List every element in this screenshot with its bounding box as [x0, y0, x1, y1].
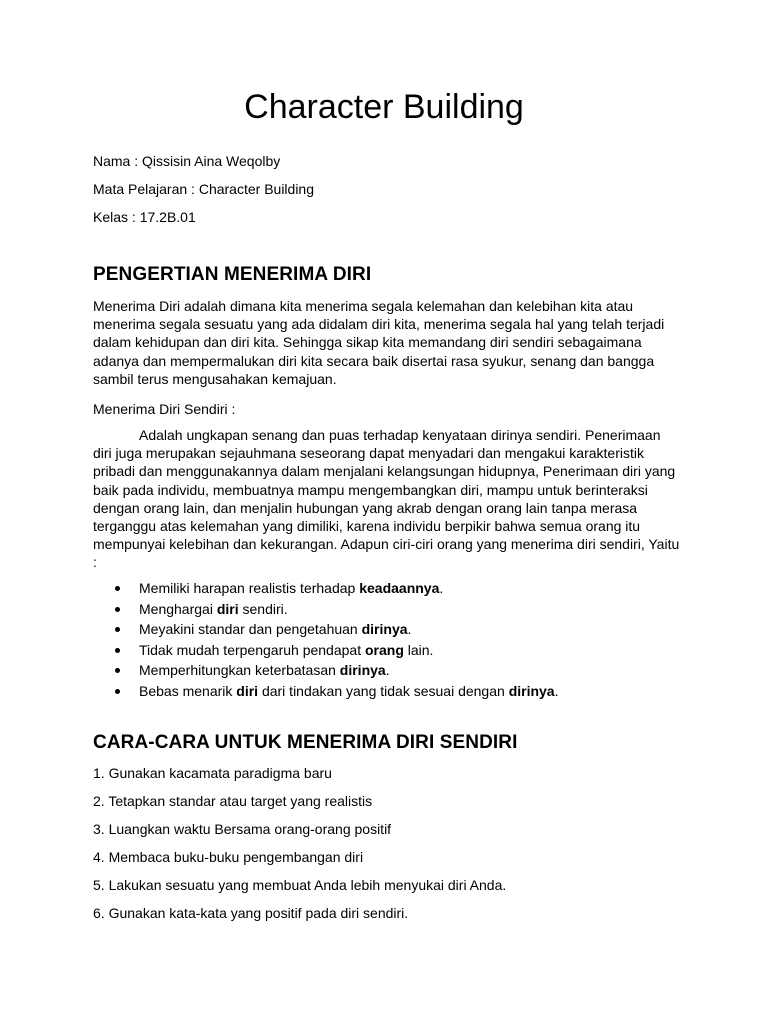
bullet-icon: [115, 627, 120, 632]
section-heading-cara-cara: CARA-CARA UNTUK MENERIMA DIRI SENDIRI: [93, 732, 518, 753]
indented-paragraph: Adalah ungkapan senang dan puas terhadap kenyataan dirinya sendiri. Penerimaan diri juga merupakan sejauhmana seseorang dapat menyadari dan mengakui karakteristik pribadi dan menggunakannya dalam menjalani kelangsungan hidupnya, Penerimaan diri yang baik pada individu, membuatnya mampu mengembangkan diri, mampu untuk berinteraksi dengan orang lain, dan menjalin hubungan yang akrab dengan orang lain tanpa merasa terganggu atas kelemahan yang dimiliki, karena individu berpikir bahwa semua orang itu mempunyai kelebihan dan kekurangan. Adapun ciri-ciri orang yang menerima diri sendiri, Yaitu :: [93, 427, 680, 571]
class-line: Kelas : 17.2B.01: [93, 209, 196, 225]
list-item: Bebas menarik diri dari tindakan yang tidak sesuai dengan dirinya.: [93, 681, 558, 702]
subheading-menerima-diri-sendiri: Menerima Diri Sendiri :: [93, 401, 236, 417]
list-item: Memiliki harapan realistis terhadap keadaannya.: [93, 578, 558, 599]
list-item: 1. Gunakan kacamata paradigma baru: [93, 765, 332, 781]
list-item: 2. Tetapkan standar atau target yang realistis: [93, 793, 373, 809]
list-item: Menghargai diri sendiri.: [93, 599, 558, 620]
bullet-icon: [115, 689, 120, 694]
steps-list: [93, 765, 506, 933]
definition-paragraph: Menerima Diri adalah dimana kita menerima segala kelemahan dan kelebihan kita atau menerima segala sesuatu yang ada didalam diri kita, menerima segala hal yang telah terjadi dalam kehidupan dan diri kita. Sehingga sikap kita memandang diri sendiri sebagaimana adanya dan mempermalukan diri kita secara baik disertai rasa syukur, senang dan bangga sambil terus mengusahakan kemajuan.: [93, 298, 665, 387]
bullet-icon: [115, 668, 120, 673]
document-title: Character Building: [244, 88, 524, 126]
list-item: 3. Luangkan waktu Bersama orang-orang positif: [93, 821, 392, 837]
section-heading-pengertian: PENGERTIAN MENERIMA DIRI: [93, 264, 372, 285]
list-item: 4. Membaca buku-buku pengembangan diri: [93, 849, 364, 865]
list-item: Tidak mudah terpengaruh pendapat orang lain.: [93, 640, 558, 661]
list-item: 6. Gunakan kata-kata yang positif pada diri sendiri.: [93, 905, 409, 921]
bullet-icon: [115, 607, 120, 612]
list-item: Memperhitungkan keterbatasan dirinya.: [93, 660, 558, 681]
student-name: Nama : Qissisin Aina Weqolby: [93, 153, 281, 169]
list-item: 5. Lakukan sesuatu yang membuat Anda lebih menyukai diri Anda.: [93, 877, 507, 893]
characteristics-list: [93, 578, 558, 701]
bullet-icon: [115, 586, 120, 591]
bullet-icon: [115, 648, 120, 653]
list-item: Meyakini standar dan pengetahuan dirinya.: [93, 619, 558, 640]
subject-line: Mata Pelajaran : Character Building: [93, 181, 315, 197]
